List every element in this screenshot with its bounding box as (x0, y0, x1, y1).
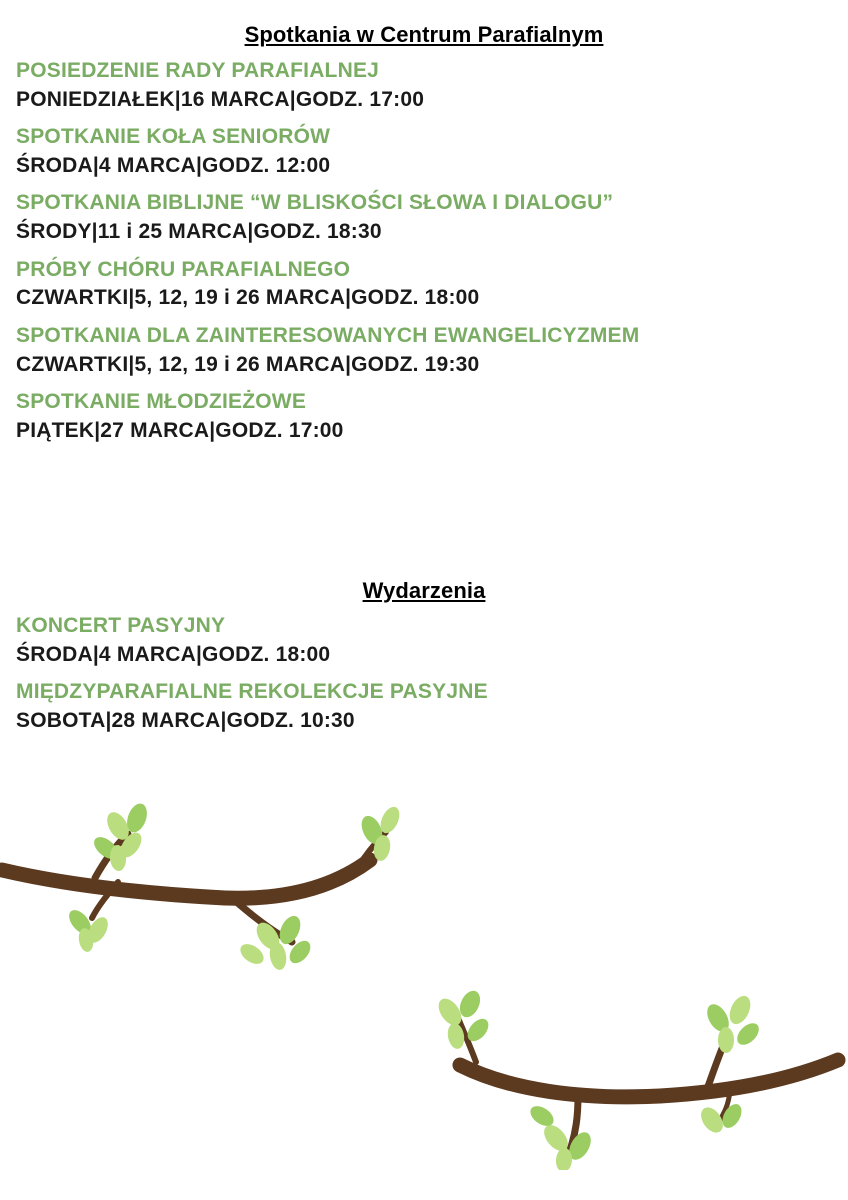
entry-details: ŚRODY|11 i 25 MARCA|GODZ. 18:30 (16, 220, 382, 244)
branch-left-illustration (0, 790, 400, 995)
entry-title: PRÓBY CHÓRU PARAFIALNEGO (16, 257, 351, 281)
meetings-section-heading: Spotkania w Centrum Parafialnym (244, 22, 604, 47)
entry-details: PIĄTEK|27 MARCA|GODZ. 17:00 (16, 418, 344, 442)
entry-details: ŚRODA|4 MARCA|GODZ. 12:00 (16, 154, 331, 178)
branch-right-illustration (430, 960, 848, 1175)
entry-title: SPOTKANIA DLA ZAINTERESOWANYCH EWANGELICYZMEM (16, 323, 640, 347)
entry-title: SPOTKANIE KOŁA SENIORÓW (16, 125, 331, 149)
meetings-entry-list (16, 58, 832, 455)
list-item (16, 323, 832, 378)
entry-details: ŚRODA|4 MARCA|GODZ. 18:00 (16, 642, 331, 666)
entry-title: MIĘDZYPARAFIALNE REKOLEKCJE PASYJNE (16, 680, 488, 704)
list-item (16, 613, 832, 668)
events-entry-list (16, 613, 832, 745)
entry-title: POSIEDZENIE RADY PARAFIALNEJ (16, 59, 380, 82)
entry-details: SOBOTA|28 MARCA|GODZ. 10:30 (16, 709, 355, 733)
events-section-heading: Wydarzenia (362, 578, 486, 603)
entry-title: SPOTKANIA BIBLIJNE “W BLISKOŚCI SŁOWA I DIALOGU” (16, 191, 614, 215)
entry-details: PONIEDZIAŁEK|16 MARCA|GODZ. 17:00 (16, 87, 425, 111)
list-item (16, 389, 832, 444)
list-item (16, 257, 832, 312)
list-item (16, 679, 832, 734)
entry-title: KONCERT PASYJNY (16, 614, 226, 637)
list-item (16, 124, 832, 179)
list-item (16, 58, 832, 113)
entry-details: CZWARTKI|5, 12, 19 i 26 MARCA|GODZ. 19:30 (16, 352, 480, 376)
entry-details: CZWARTKI|5, 12, 19 i 26 MARCA|GODZ. 18:00 (16, 286, 480, 310)
list-item (16, 190, 832, 245)
entry-title: SPOTKANIE MŁODZIEŻOWE (16, 389, 307, 413)
